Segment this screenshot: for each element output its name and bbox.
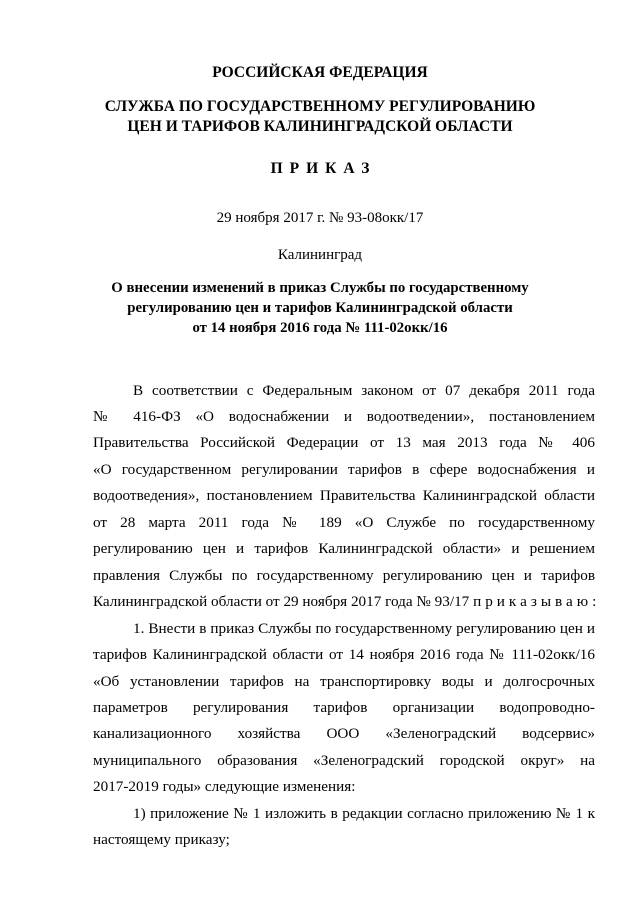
date-number: 29 ноября 2017 г. № 93-08окк/17 [216,210,424,226]
body-line: водоотведения», постановлением Правительства Калининградской области [93,487,595,504]
body-line: 1. Внести в приказ Службы по государственному регулированию цен и [133,620,595,637]
body-line: правления Службы по государственному регулированию цен и тарифов [93,567,595,584]
body-line: канализационного хозяйства ООО «Зеленоградский водсервис» [93,725,595,742]
body-line: 1) приложение № 1 изложить в редакции согласно приложению № 1 к [133,805,595,822]
body-text: Калининградской области от 29 ноября 2017 года № 93/17 [93,593,474,610]
header-service-line-2: ЦЕН И ТАРИФОВ КАЛИНИНГРАДСКОЙ ОБЛАСТИ [127,118,513,135]
doc-type-title: ПРИКАЗ [270,160,377,177]
order-word: приказываю: [473,593,601,610]
body-line: «Об установлении тарифов на транспортировку воды и долгосрочных [93,673,595,690]
header-service-line-1: СЛУЖБА ПО ГОСУДАРСТВЕННОМУ РЕГУЛИРОВАНИЮ [104,98,536,115]
body-line: от 28 марта 2011 года № 189 «О Службе по государственному [93,514,595,531]
body-line: «О государственном регулировании тарифов в сфере водоснабжения и [93,461,595,478]
body-line: муниципального образования «Зеленоградский городской округ» на [93,752,595,769]
header-federation: РОССИЙСКАЯ ФЕДЕРАЦИЯ [212,64,428,81]
body-line: В соответствии с Федеральным законом от 07 декабря 2011 года [133,382,595,399]
body-line [93,592,601,611]
body-line: параметров регулирования тарифов организации водопроводно- [93,699,595,716]
body-line: Правительства Российской Федерации от 13 мая 2013 года № 406 [93,434,595,451]
subject-line-1: О внесении изменений в приказ Службы по государственному [111,280,529,296]
body-line: 2017-2019 годы» следующие изменения: [93,778,356,795]
body-line: регулированию цен и тарифов Калининградской области» и решением [93,540,595,557]
body-line: тарифов Калининградской области от 14 ноября 2016 года № 111-02окк/16 [93,646,595,663]
subject-line-2: регулированию цен и тарифов Калининградской области [127,300,513,316]
body-line: № 416-ФЗ «О водоснабжении и водоотведении», постановлением [93,408,595,425]
city: Калининград [277,247,363,263]
body-line: настоящему приказу; [93,831,230,848]
subject-line-3: от 14 ноября 2016 года № 111-02окк/16 [192,320,448,336]
